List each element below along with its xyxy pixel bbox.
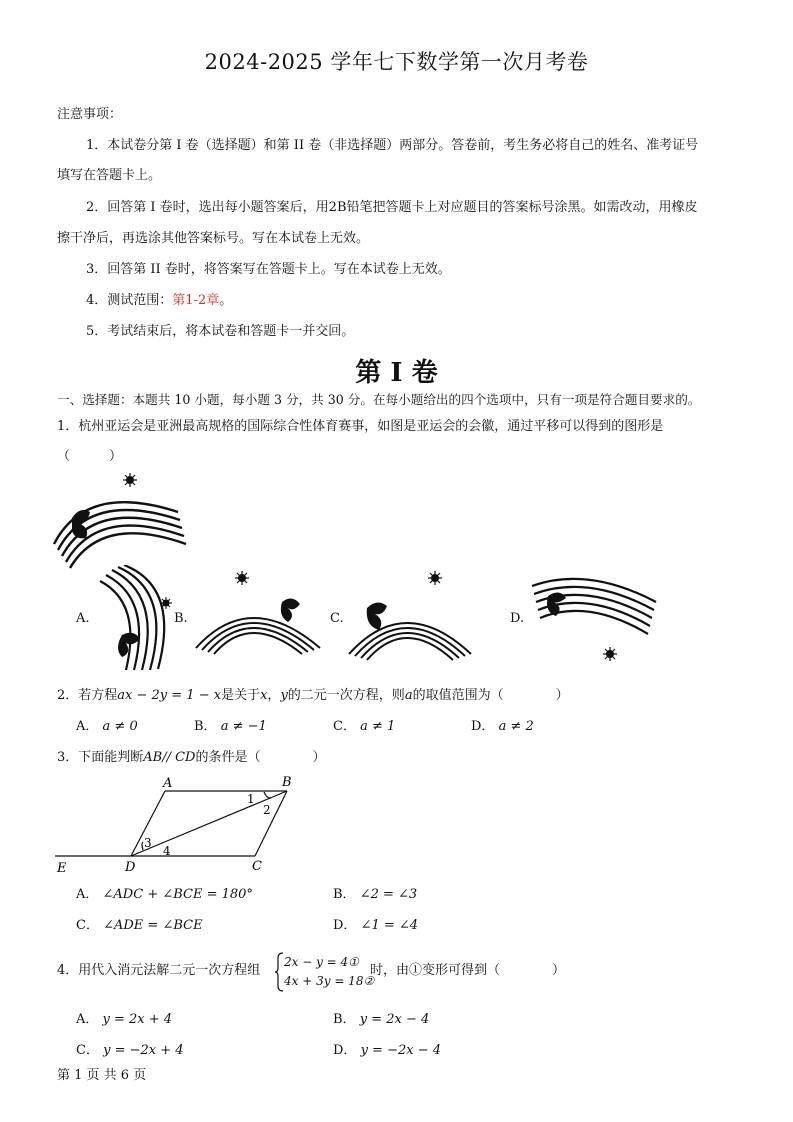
q2-option-a xyxy=(76,718,138,736)
q1-option-d-label: D. xyxy=(510,611,525,626)
test-range: 第1-2章 xyxy=(172,293,220,308)
angle-4-label: 4 xyxy=(163,844,171,858)
angle-2-label: 2 xyxy=(263,803,271,817)
notice-item-2-line-1: 2．回答第 I 卷时，选出每小题答案后，用2B铅笔把答题卡上对应题目的答案标号涂黑。如需改动，用橡皮 xyxy=(86,200,698,215)
q2-sep: ， xyxy=(267,688,281,703)
q2-option-c xyxy=(333,718,395,736)
q4-option-c-label: C． xyxy=(76,1043,99,1058)
notice-item-4-prefix: 4．测试范围： xyxy=(86,293,173,308)
notice-item-4-suffix: 。 xyxy=(219,293,233,308)
q4-equation-2: 4x + 3y = 18② xyxy=(284,974,375,988)
q2-mid2: 的二元一次方程，则 xyxy=(287,688,405,703)
q2-option-a-label: A． xyxy=(76,719,99,734)
q3-option-c-text: ∠ADE = ∠BCE xyxy=(103,918,203,933)
q2-option-a-text: a ≠ 0 xyxy=(102,719,138,734)
q3-option-c-label: C． xyxy=(76,918,99,933)
notice-item-3: 3．回答第 II 卷时，将答案写在答题卡上。写在本试卷上无效。 xyxy=(86,262,451,277)
q4-option-b xyxy=(333,1011,429,1029)
q1-option-c-label: C. xyxy=(330,611,344,626)
q3-option-a xyxy=(76,886,253,904)
notice-item-1-line-1: 1．本试卷分第 I 卷（选择题）和第 II 卷（非选择题）两部分。答卷前，考生务必将自己的姓名、准考证号 xyxy=(86,138,699,153)
q2-option-c-label: C． xyxy=(333,719,356,734)
option-d-figure xyxy=(528,572,663,667)
option-b-figure xyxy=(190,568,325,658)
q3-option-b xyxy=(333,886,417,904)
q4-option-d xyxy=(333,1042,441,1060)
q2-option-d-text: a ≠ 2 xyxy=(498,719,534,734)
q3-option-c xyxy=(76,917,203,935)
q4-option-c xyxy=(76,1042,184,1060)
q4-option-a xyxy=(76,1011,172,1029)
angle-1-label: 1 xyxy=(247,792,255,806)
section-heading: 一、选择题：本题共 10 小题，每小题 3 分，共 30 分。在每小题给出的四个选项中，只有一项是符合题目要求的。 xyxy=(57,392,701,407)
q3-option-b-label: B． xyxy=(333,887,356,902)
page-title: 2024-2025 学年七下数学第一次月考卷 xyxy=(204,50,589,74)
sun-icon xyxy=(123,473,137,487)
q3-option-b-text: ∠2 = ∠3 xyxy=(359,887,418,902)
q2-option-c-text: a ≠ 1 xyxy=(360,719,396,734)
q4-option-a-label: A． xyxy=(76,1012,99,1027)
page-footer: 第 1 页 共 6 页 xyxy=(57,1068,147,1083)
original-emblem xyxy=(50,470,190,570)
q2-prefix: 2．若方程 xyxy=(57,688,118,703)
notice-heading: 注意事项： xyxy=(57,107,123,122)
q3-option-d xyxy=(333,917,418,935)
question-2-text xyxy=(57,687,569,705)
label-a: A xyxy=(163,776,173,791)
q2-var-a: a xyxy=(404,688,413,703)
q2-option-b-text: a ≠ −1 xyxy=(220,719,267,734)
q4-suffix: 时，由①变形可得到（ ） xyxy=(370,963,566,978)
q2-var-x: x xyxy=(260,688,268,703)
q4-option-b-label: B． xyxy=(333,1012,356,1027)
notice-item-2-line-2: 擦干净后，再选涂其他答案标号。写在本试卷上无效。 xyxy=(57,231,370,246)
q2-option-b xyxy=(194,718,267,736)
q2-equation: ax − 2y = 1 − x xyxy=(117,688,222,703)
q4-equation-1: 2x − y = 4① xyxy=(284,955,359,969)
q4-option-d-text: y = −2x − 4 xyxy=(360,1043,442,1058)
q2-option-d xyxy=(471,718,534,736)
option-a-figure xyxy=(92,565,182,675)
label-b: B xyxy=(282,775,292,790)
q3-option-a-text: ∠ADC + ∠BCE = 180° xyxy=(102,887,253,902)
question-1-paren: （ ） xyxy=(57,449,123,464)
q1-option-a-label: A. xyxy=(76,611,90,626)
volume-title: 第 I 卷 xyxy=(355,358,438,388)
q4-option-b-text: y = 2x − 4 xyxy=(359,1012,430,1027)
q4-prefix: 4．用代入消元法解二元一次方程组 xyxy=(57,963,261,978)
q2-option-b-label: B． xyxy=(194,719,217,734)
q2-var-y: y xyxy=(280,688,288,703)
q4-option-d-label: D． xyxy=(333,1043,357,1058)
q2-mid1: 是关于 xyxy=(221,688,261,703)
option-c-figure xyxy=(345,568,475,663)
notice-item-5: 5．考试结束后，将本试卷和答题卡一并交回。 xyxy=(86,324,355,339)
q3-condition: AB// CD xyxy=(143,750,196,765)
sun-icon xyxy=(428,571,442,585)
q3-option-d-label: D． xyxy=(333,918,357,933)
q3-prefix: 3．下面能判断 xyxy=(57,750,144,765)
label-e: E xyxy=(57,861,67,876)
parallelogram-figure xyxy=(55,772,300,877)
notice-item-4 xyxy=(86,292,232,310)
question-3-text xyxy=(57,749,326,767)
notice-item-1-line-2: 填写在答题卡上。 xyxy=(57,168,162,183)
q3-option-a-label: A． xyxy=(76,887,99,902)
q2-suffix: 的取值范围为（ ） xyxy=(412,688,569,703)
q3-option-d-text: ∠1 = ∠4 xyxy=(360,918,419,933)
q4-option-a-text: y = 2x + 4 xyxy=(102,1012,173,1027)
sun-icon xyxy=(603,647,617,661)
question-1-text: 1．杭州亚运会是亚洲最高规格的国际综合性体育赛事，如图是亚运会的会徽，通过平移可以得到的图形是 xyxy=(57,419,664,434)
q4-option-c-text: y = −2x + 4 xyxy=(103,1043,184,1058)
label-c: C xyxy=(252,859,262,874)
q2-option-d-label: D． xyxy=(471,719,495,734)
sun-icon xyxy=(235,571,249,585)
label-d: D xyxy=(125,860,136,875)
q3-suffix: 的条件是（ ） xyxy=(195,750,326,765)
q1-option-b-label: B. xyxy=(174,611,188,626)
angle-3-label: 3 xyxy=(144,836,152,850)
